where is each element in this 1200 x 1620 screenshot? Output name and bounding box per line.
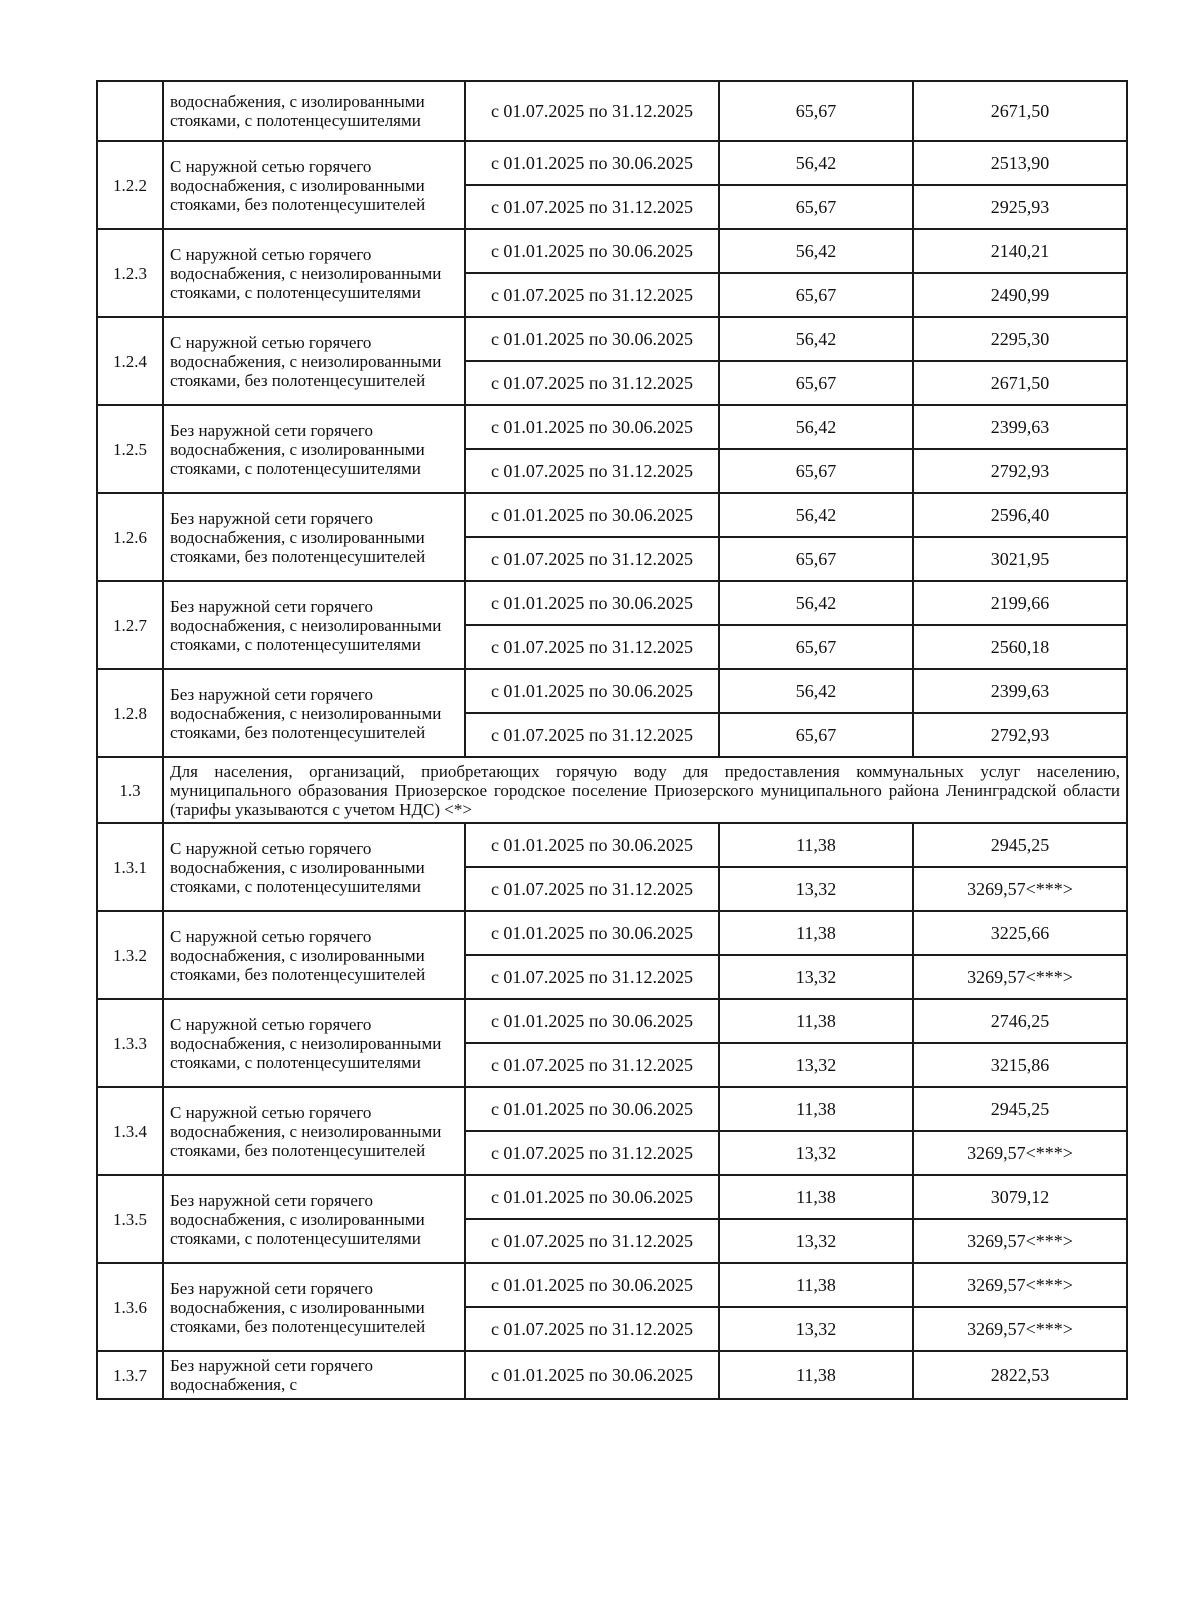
- row-value-b: 2199,66: [913, 581, 1127, 625]
- row-value-a: 11,38: [719, 1263, 913, 1307]
- table-row: [97, 493, 1127, 537]
- row-value-a: 11,38: [719, 823, 913, 867]
- row-value-b: 2925,93: [913, 185, 1127, 229]
- row-period: с 01.07.2025 по 31.12.2025: [465, 449, 719, 493]
- row-value-a: 56,42: [719, 405, 913, 449]
- row-description: С наружной сетью горячего водоснабжения, с изолированными стояками, без полотенцесушителей: [163, 141, 465, 229]
- row-period: с 01.01.2025 по 30.06.2025: [465, 911, 719, 955]
- row-value-b: 3079,12: [913, 1175, 1127, 1219]
- row-description: Без наружной сети горячего водоснабжения, с изолированными стояками, с полотенцесушителями: [163, 1175, 465, 1263]
- row-value-a: 11,38: [719, 1087, 913, 1131]
- row-value-b: 2140,21: [913, 229, 1127, 273]
- table-row: [97, 911, 1127, 955]
- section-row: [97, 757, 1127, 823]
- row-period: с 01.07.2025 по 31.12.2025: [465, 1307, 719, 1351]
- row-period: с 01.01.2025 по 30.06.2025: [465, 999, 719, 1043]
- tariff-table: [96, 80, 1128, 1400]
- row-value-a: 11,38: [719, 1175, 913, 1219]
- row-value-b: 3269,57<***>: [913, 1307, 1127, 1351]
- row-value-a: 56,42: [719, 141, 913, 185]
- row-value-b: 3269,57<***>: [913, 867, 1127, 911]
- row-description: Без наружной сети горячего водоснабжения, с изолированными стояками, без полотенцесушителей: [163, 1263, 465, 1351]
- row-value-a: 13,32: [719, 1307, 913, 1351]
- row-period: с 01.01.2025 по 30.06.2025: [465, 581, 719, 625]
- row-value-b: 2746,25: [913, 999, 1127, 1043]
- row-value-b: 2792,93: [913, 713, 1127, 757]
- row-value-b: 2792,93: [913, 449, 1127, 493]
- row-value-a: 11,38: [719, 999, 913, 1043]
- row-value-b: 3269,57<***>: [913, 1219, 1127, 1263]
- row-value-b: 2399,63: [913, 405, 1127, 449]
- row-period: с 01.07.2025 по 31.12.2025: [465, 625, 719, 669]
- row-value-a: 11,38: [719, 911, 913, 955]
- section-code: 1.3: [97, 757, 163, 823]
- table-row: [97, 1351, 1127, 1399]
- row-value-b: 3225,66: [913, 911, 1127, 955]
- row-code: 1.2.7: [97, 581, 163, 669]
- row-value-b: 2822,53: [913, 1351, 1127, 1399]
- row-value-b: 2490,99: [913, 273, 1127, 317]
- row-period: с 01.07.2025 по 31.12.2025: [465, 81, 719, 141]
- section-text: Для населения, организаций, приобретающих горячую воду для предоставления коммунальных услуг населению, муниципального образования Приозерское городское поселение Приозерского муниципального района Ленинградской области (тарифы указываются с учетом НДС) <*>: [163, 757, 1127, 823]
- table-row: [97, 81, 1127, 141]
- row-code: 1.3.3: [97, 999, 163, 1087]
- row-code: 1.3.7: [97, 1351, 163, 1399]
- row-value-a: 13,32: [719, 1043, 913, 1087]
- row-value-a: 65,67: [719, 273, 913, 317]
- row-description: С наружной сетью горячего водоснабжения, с неизолированными стояками, с полотенцесушителями: [163, 999, 465, 1087]
- row-value-b: 2560,18: [913, 625, 1127, 669]
- row-value-a: 65,67: [719, 713, 913, 757]
- row-value-a: 65,67: [719, 361, 913, 405]
- table-row: [97, 229, 1127, 273]
- row-code: [97, 81, 163, 141]
- row-value-a: 65,67: [719, 81, 913, 141]
- row-value-a: 13,32: [719, 1219, 913, 1263]
- row-code: 1.3.6: [97, 1263, 163, 1351]
- row-value-b: 2513,90: [913, 141, 1127, 185]
- table-row: [97, 1263, 1127, 1307]
- row-value-a: 13,32: [719, 1131, 913, 1175]
- row-value-b: 2596,40: [913, 493, 1127, 537]
- table-row: [97, 141, 1127, 185]
- row-code: 1.2.5: [97, 405, 163, 493]
- row-description: С наружной сетью горячего водоснабжения, с неизолированными стояками, с полотенцесушителями: [163, 229, 465, 317]
- row-period: с 01.01.2025 по 30.06.2025: [465, 317, 719, 361]
- row-code: 1.3.4: [97, 1087, 163, 1175]
- row-value-a: 65,67: [719, 449, 913, 493]
- table-row: [97, 405, 1127, 449]
- row-period: с 01.07.2025 по 31.12.2025: [465, 1219, 719, 1263]
- row-period: с 01.01.2025 по 30.06.2025: [465, 229, 719, 273]
- table-row: [97, 317, 1127, 361]
- row-value-a: 56,42: [719, 493, 913, 537]
- row-period: с 01.07.2025 по 31.12.2025: [465, 361, 719, 405]
- row-value-a: 13,32: [719, 955, 913, 999]
- row-period: с 01.01.2025 по 30.06.2025: [465, 669, 719, 713]
- row-description: С наружной сетью горячего водоснабжения, с неизолированными стояками, без полотенцесушителей: [163, 317, 465, 405]
- row-description: Без наружной сети горячего водоснабжения, с изолированными стояками, без полотенцесушителей: [163, 493, 465, 581]
- row-period: с 01.01.2025 по 30.06.2025: [465, 823, 719, 867]
- row-code: 1.2.6: [97, 493, 163, 581]
- row-period: с 01.01.2025 по 30.06.2025: [465, 493, 719, 537]
- row-description: С наружной сетью горячего водоснабжения, с неизолированными стояками, без полотенцесушителей: [163, 1087, 465, 1175]
- row-description: С наружной сетью горячего водоснабжения, с изолированными стояками, без полотенцесушителей: [163, 911, 465, 999]
- row-value-b: 3021,95: [913, 537, 1127, 581]
- row-value-a: 13,32: [719, 867, 913, 911]
- row-value-a: 65,67: [719, 185, 913, 229]
- row-period: с 01.07.2025 по 31.12.2025: [465, 1043, 719, 1087]
- row-period: с 01.01.2025 по 30.06.2025: [465, 141, 719, 185]
- row-period: с 01.07.2025 по 31.12.2025: [465, 537, 719, 581]
- row-value-b: 3269,57<***>: [913, 1263, 1127, 1307]
- row-period: с 01.07.2025 по 31.12.2025: [465, 867, 719, 911]
- row-value-b: 2671,50: [913, 361, 1127, 405]
- row-period: с 01.07.2025 по 31.12.2025: [465, 713, 719, 757]
- row-description: Без наружной сети горячего водоснабжения, с неизолированными стояками, без полотенцесушителей: [163, 669, 465, 757]
- row-value-a: 65,67: [719, 625, 913, 669]
- table-row: [97, 1087, 1127, 1131]
- row-description: Без наружной сети горячего водоснабжения, с: [163, 1351, 465, 1399]
- row-description: С наружной сетью горячего водоснабжения, с изолированными стояками, с полотенцесушителями: [163, 823, 465, 911]
- row-value-a: 56,42: [719, 581, 913, 625]
- row-code: 1.3.1: [97, 823, 163, 911]
- row-value-b: 2671,50: [913, 81, 1127, 141]
- row-value-b: 2945,25: [913, 1087, 1127, 1131]
- row-value-b: 2295,30: [913, 317, 1127, 361]
- row-value-b: 3269,57<***>: [913, 955, 1127, 999]
- row-period: с 01.07.2025 по 31.12.2025: [465, 1131, 719, 1175]
- row-code: 1.2.8: [97, 669, 163, 757]
- row-value-b: 2945,25: [913, 823, 1127, 867]
- row-description: водоснабжения, с изолированными стояками, с полотенцесушителями: [163, 81, 465, 141]
- table-row: [97, 823, 1127, 867]
- row-code: 1.3.2: [97, 911, 163, 999]
- row-period: с 01.01.2025 по 30.06.2025: [465, 1351, 719, 1399]
- table-row: [97, 669, 1127, 713]
- table-row: [97, 581, 1127, 625]
- row-value-a: 56,42: [719, 317, 913, 361]
- row-value-a: 65,67: [719, 537, 913, 581]
- row-code: 1.2.4: [97, 317, 163, 405]
- row-code: 1.3.5: [97, 1175, 163, 1263]
- row-code: 1.2.2: [97, 141, 163, 229]
- row-code: 1.2.3: [97, 229, 163, 317]
- tariff-table-body: [97, 81, 1127, 1399]
- row-description: Без наружной сети горячего водоснабжения, с изолированными стояками, с полотенцесушителями: [163, 405, 465, 493]
- row-period: с 01.01.2025 по 30.06.2025: [465, 405, 719, 449]
- row-period: с 01.07.2025 по 31.12.2025: [465, 955, 719, 999]
- table-row: [97, 999, 1127, 1043]
- row-value-b: 2399,63: [913, 669, 1127, 713]
- row-period: с 01.01.2025 по 30.06.2025: [465, 1175, 719, 1219]
- row-period: с 01.07.2025 по 31.12.2025: [465, 185, 719, 229]
- table-row: [97, 1175, 1127, 1219]
- row-value-a: 56,42: [719, 229, 913, 273]
- row-period: с 01.01.2025 по 30.06.2025: [465, 1263, 719, 1307]
- row-value-a: 56,42: [719, 669, 913, 713]
- row-value-b: 3269,57<***>: [913, 1131, 1127, 1175]
- row-value-b: 3215,86: [913, 1043, 1127, 1087]
- row-period: с 01.01.2025 по 30.06.2025: [465, 1087, 719, 1131]
- row-description: Без наружной сети горячего водоснабжения, с неизолированными стояками, с полотенцесушителями: [163, 581, 465, 669]
- row-value-a: 11,38: [719, 1351, 913, 1399]
- row-period: с 01.07.2025 по 31.12.2025: [465, 273, 719, 317]
